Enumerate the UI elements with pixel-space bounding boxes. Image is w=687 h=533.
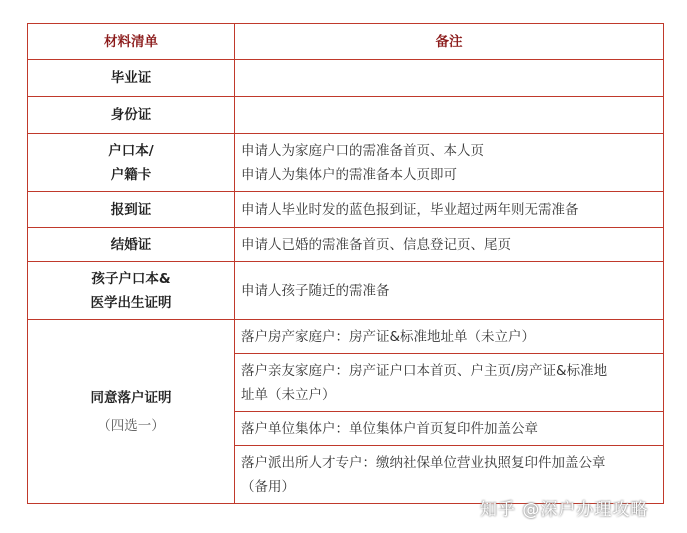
material-note: 申请人已婚的需准备首页、信息登记页、尾页 (235, 228, 664, 262)
table-row (28, 228, 664, 262)
material-note: 申请人毕业时发的蓝色报到证，毕业超过两年则无需准备 (235, 192, 664, 228)
material-note: 申请人孩子随迁的需准备 (235, 262, 664, 320)
material-name: 孩子户口本& 医学出生证明 (28, 262, 235, 320)
option-note: 落户单位集体户：单位集体户首页复印件加盖公章 (235, 412, 664, 446)
material-note (235, 97, 664, 134)
material-name: 同意落户证明 （四选一） (28, 320, 235, 504)
material-name: 报到证 (28, 192, 235, 228)
table-row (28, 262, 664, 320)
material-name: 结婚证 (28, 228, 235, 262)
watermark: 知乎 @深户办理攻略 (480, 500, 649, 520)
table-row (28, 134, 664, 192)
option-note: 落户亲友家庭户：房产证户口本首页、户主页/房产证&标准地 址单（未立户） (235, 354, 664, 412)
header-notes: 备注 (235, 24, 664, 60)
option-note: 落户房产家庭户：房产证&标准地址单（未立户） (235, 320, 664, 354)
table-row (28, 320, 664, 354)
materials-table (27, 23, 664, 504)
material-name: 毕业证 (28, 60, 235, 97)
material-note (235, 60, 664, 97)
material-note: 申请人为家庭户口的需准备首页、本人页 申请人为集体户的需准备本人页即可 (235, 134, 664, 192)
table-header-row (28, 24, 664, 60)
material-name: 户口本/ 户籍卡 (28, 134, 235, 192)
table-row (28, 192, 664, 228)
header-materials: 材料清单 (28, 24, 235, 60)
table-row (28, 60, 664, 97)
table-row (28, 97, 664, 134)
material-subtitle: （四选一） (97, 417, 165, 434)
option-note: 落户派出所人才专户：缴纳社保单位营业执照复印件加盖公章 （备用） (235, 446, 664, 504)
material-name: 身份证 (28, 97, 235, 134)
